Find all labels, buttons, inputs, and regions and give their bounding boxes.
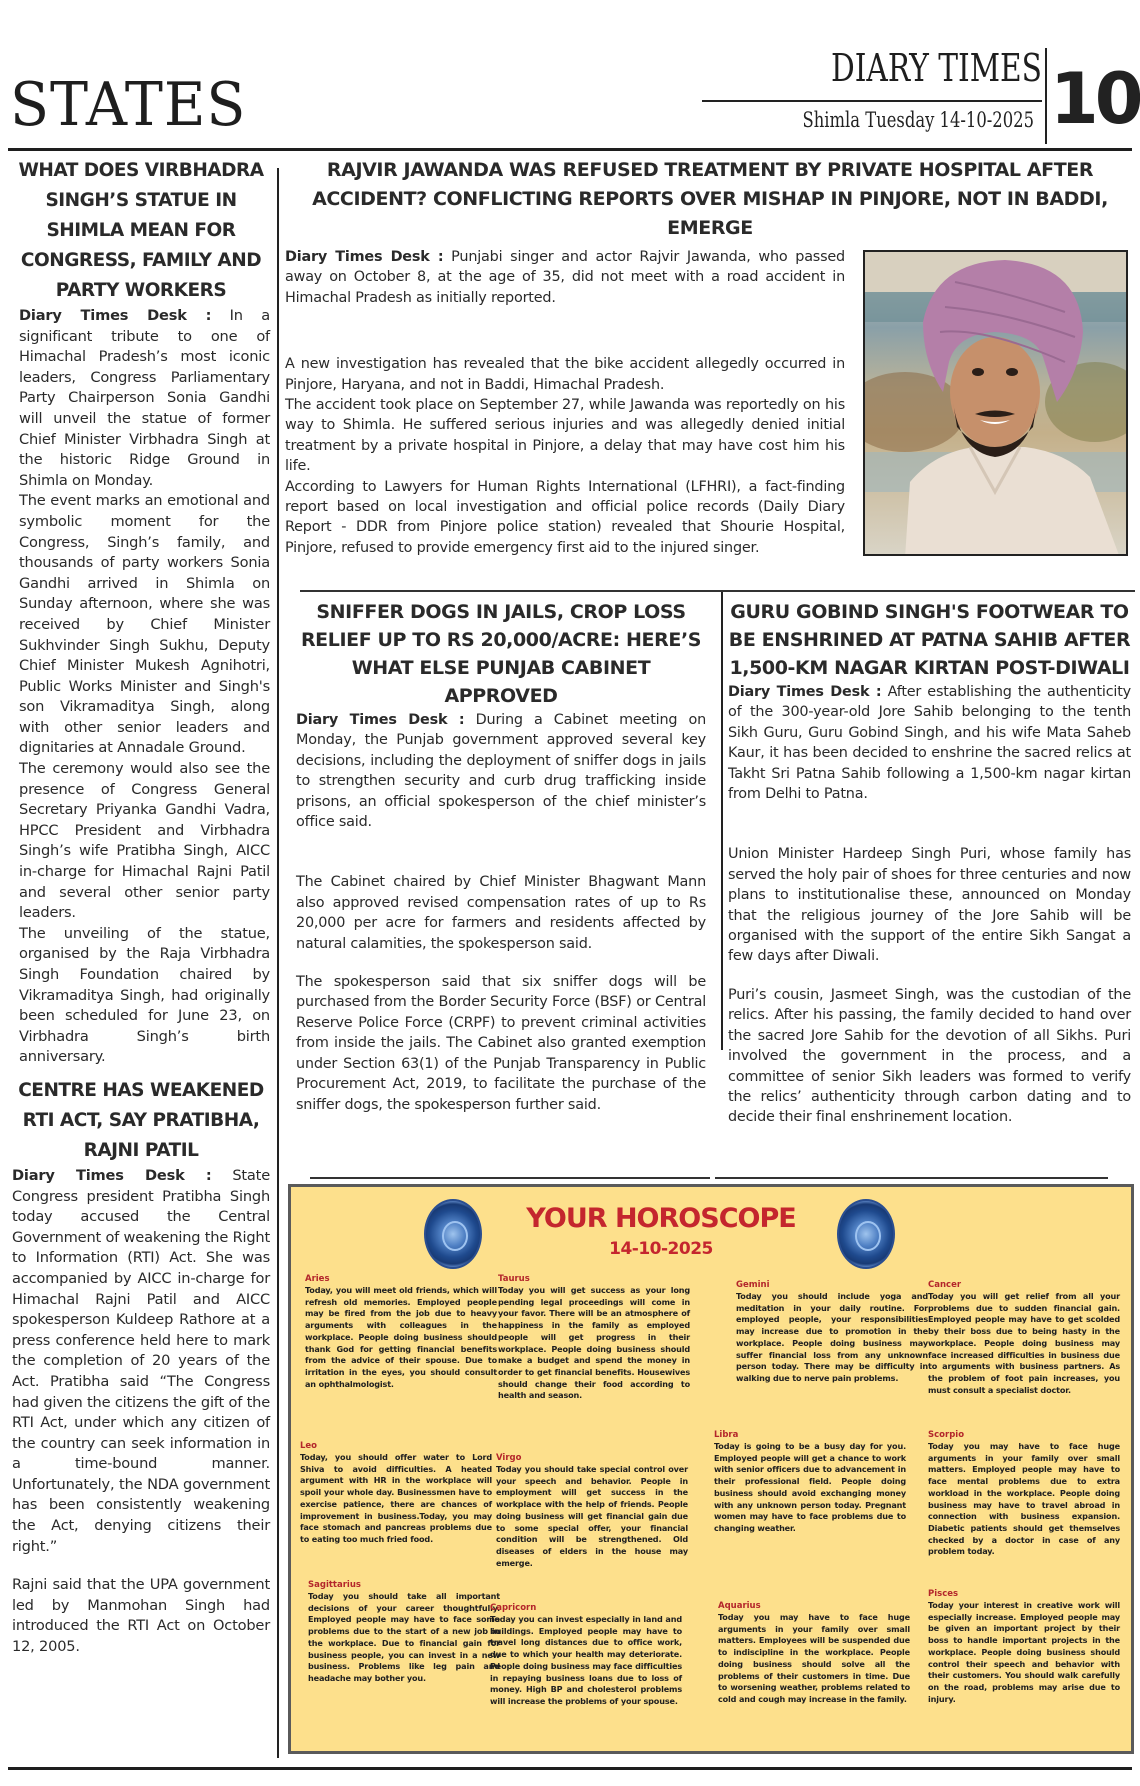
sign-text: Today you should take special control over your speech and behavior. People in employment will get success in the workplace with the help of friends. People doing business will get financial gain due to some special offer, your financial condition will be strengthened. Old diseases of elders in the house may emerge. xyxy=(496,1464,688,1568)
article-paragraph: Rajni said that the UPA government led by Manmohan Singh had introduced the RTI Act on October 12, 2005. xyxy=(12,1576,270,1656)
byline: Diary Times Desk : xyxy=(728,684,882,700)
article-paragraph: The accident took place on September 27, while Jawanda was reportedly on his way to Shimla. He suffered serious injuries and was allegedly denied initial treatment by a private hospital in Pinjore, a delay that may have cost him his life. xyxy=(285,397,845,475)
horoscope-box xyxy=(288,1184,1134,1754)
horoscope-header xyxy=(291,1187,1131,1277)
article-body xyxy=(728,682,1131,1128)
article-headline: RAJVIR JAWANDA WAS REFUSED TREATMENT BY PRIVATE HOSPITAL AFTER ACCIDENT? CONFLICTING REPORTS OVER MISHAP IN PINJORE, NOT IN BADDI, EMERGE xyxy=(312,159,1108,239)
header-rule xyxy=(8,148,1132,151)
horoscope-libra xyxy=(714,1429,906,1535)
article-rajvir-jawanda xyxy=(285,156,1135,558)
section-rule xyxy=(300,590,1135,592)
sign-name: Capricorn xyxy=(490,1603,537,1613)
article-headline: SNIFFER DOGS IN JAILS, CROP LOSS RELIEF UP TO RS 20,000/ACRE: HERE’S WHAT ELSE PUNJAB CABINET APPROVED xyxy=(300,601,702,707)
byline: Diary Times Desk : xyxy=(12,1166,212,1184)
horoscope-scorpio xyxy=(928,1429,1120,1558)
zodiac-wheel-icon xyxy=(424,1199,482,1269)
sign-text: Today you may have to face huge arguments in your family over small matters. Employed people may have to face mental problems due to extra workload in the workplace. People doing business may have to travel abroad in connection with business expansion. Diabetic patients should get themselves checked by a doctor in case of any problem today. xyxy=(928,1441,1120,1557)
sign-text: Today, you should offer water to Lord Shiva to avoid difficulties. A heated argument with HR in the workplace will spoil your whole day. Businessmen have to exercise patience, there are chances of improvement in business.Today, you may face stomach and pancreas problems due to eating too much fried food. xyxy=(300,1452,492,1544)
article-paragraph: The Cabinet chaired by Chief Minister Bhagwant Mann also approved revised compensation rates of up to Rs 20,000 per acre for farmers and residents affected by natural calamities, the spokesperson said. xyxy=(296,874,706,952)
byline: Diary Times Desk : xyxy=(285,249,444,265)
sign-name: Aries xyxy=(305,1274,330,1284)
sign-text: Today you should include yoga and meditation in your daily routine. For employed people, your responsibilities may increase due to promotion in the workplace. People doing business may suffer financial loss from any unknown person today. There may be difficulty in walking due to nerve pain problems. xyxy=(736,1291,928,1383)
sign-text: Today, you will meet old friends, which will refresh old memories. Employed people may be fired from the job due to heavy arguments with colleagues in the workplace. People doing business should thank God for getting financial benefits from the advice of their spouse. Due to irritation in the eyes, you should consult an ophthalmologist. xyxy=(305,1285,497,1389)
left-column xyxy=(12,156,270,1658)
article-paragraph: The ceremony would also see the presence of Congress General Secretary Priyanka Gandhi Vadra, HPCC President and Virbhadra Singh’s wife Pratibha Singh, AICC in-charge for Himachal Rajni Patil and several other senior party leaders. xyxy=(19,760,270,922)
sign-name: Cancer xyxy=(928,1280,962,1290)
sign-name: Pisces xyxy=(928,1589,959,1599)
article-paragraph: A new investigation has revealed that the bike accident allegedly occurred in Pinjore, Haryana, and not in Baddi, Himachal Pradesh. xyxy=(285,356,845,393)
horoscope-pisces xyxy=(928,1588,1120,1705)
dateline: Shimla Tuesday 14-10-2025 xyxy=(802,108,1034,132)
brand-underline xyxy=(702,100,1042,102)
article-headline: GURU GOBIND SINGH'S FOOTWEAR TO BE ENSHRINED AT PATNA SAHIB AFTER 1,500-KM NAGAR KIRTAN POST-DIWALI xyxy=(728,601,1131,679)
sign-text: Today your interest in creative work will especially increase. Employed people may be given an important project by their boss to handle important projects in the workplace. People doing business should control their speech and behavior with their customers. You should walk carefully on the road, problems may arise due to injury. xyxy=(928,1600,1120,1704)
sign-name: Aquarius xyxy=(718,1601,761,1611)
article-sniffer-dogs xyxy=(296,598,706,1115)
column-divider xyxy=(277,168,279,1758)
sign-text: Today is going to be a busy day for you. Employed people will get a chance to work with senior officers due to advancement in their professional field. People doing business should avoid exchanging money with any unknown person today. Pregnant women may have to face problems due to changing weather. xyxy=(714,1441,906,1533)
zodiac-wheel-icon xyxy=(837,1199,895,1269)
sign-name: Gemini xyxy=(736,1280,770,1290)
horoscope-gemini xyxy=(736,1279,928,1385)
article-body xyxy=(285,247,845,558)
sign-name: Taurus xyxy=(498,1274,530,1284)
sign-name: Virgo xyxy=(496,1453,522,1463)
article-paragraph: The spokesperson said that six sniffer dogs will be purchased from the Border Security Force (BSF) or Central Reserve Police Force (CRPF) to prevent criminal activities from inside the jails. The Cabinet also granted exemption under Section 63(1) of the Punjab Transparency in Public Procurement Act, 2019, to facilitate the purchase of the sniffer dogs, the spokesperson further said. xyxy=(296,974,706,1113)
sign-text: Today you may have to face huge arguments in your family over small matters. Employees will be suspended due to indiscipline in the workplace. People doing business should solve all the problems of their customers in time. Due to worsening weather, problems related to cold and cough may increase in the family. xyxy=(718,1612,910,1704)
section-rule xyxy=(310,1177,710,1179)
sign-text: Today you should take all important decisions of your career thoughtfully. Employed people may have to face some problems due to the start of a new job in the workplace. Due to financial gain for business people, you can invest in a new business. Problems like leg pain and headache may bother you. xyxy=(308,1591,500,1683)
article-paragraph: Puri’s cousin, Jasmeet Singh, was the custodian of the relics. After his passing, the family decided to hand over the sacred Jore Sahib for the devotion of all Sikhs. Puri involved the government in the process, and a committee of senior Sikh leaders was formed to verify the relics’ authenticity through carbon dating and to decide their final enshrinement location. xyxy=(728,986,1131,1126)
horoscope-cancer xyxy=(928,1279,1120,1396)
article-paragraph: The unveiling of the statue, organised by the Raja Virbhadra Singh Foundation chaired by Vikramaditya Singh, had originally been scheduled for June 23, on Virbhadra Singh’s birth anniversary. xyxy=(19,924,270,1066)
sign-name: Leo xyxy=(300,1441,318,1451)
article-body xyxy=(12,306,270,1068)
article-paragraph: The event marks an emotional and symbolic moment for the Congress, Singh’s family, and thousands of party workers Sonia Gandhi arrived in Shimla on Sunday afternoon, where she was received by Chief Minister Sukhvinder Singh Sukhu, Deputy Chief Minister Mukesh Agnihotri, Public Works Minister and Singh's son Vikramaditya Singh, along with other senior leaders and dignitaries at Annadale Ground. xyxy=(19,492,270,757)
column-divider xyxy=(721,592,723,1050)
byline: Diary Times Desk : xyxy=(296,712,465,728)
sign-name: Libra xyxy=(714,1430,739,1440)
horoscope-taurus xyxy=(498,1273,690,1402)
byline: Diary Times Desk : xyxy=(19,307,212,324)
horoscope-date: 14-10-2025 xyxy=(609,1239,713,1259)
article-paragraph: Union Minister Hardeep Singh Puri, whose family has served the holy pair of shoes for three centuries and now plans to institutionalise these, announced on Monday that the religious journey of the Jore Sahib will be organised with the support of the entire Sikh Sangat a few days after Diwali. xyxy=(728,846,1131,965)
article-paragraph: Diary Times Desk : In a significant tribute to one of Himachal Pradesh’s most iconic leaders, Congress Parliamentary Party Chairperson Sonia Gandhi will unveil the statue of former Chief Minister Virbhadra Singh at the historic Ridge Ground in Shimla on Monday. xyxy=(19,307,270,489)
horoscope-leo xyxy=(300,1440,492,1546)
horoscope-aries xyxy=(305,1273,497,1390)
article-virbhadra-statue xyxy=(12,156,270,1068)
article-paragraph: According to Lawyers for Human Rights International (LFHRI), a fact-finding report based on local investigation and official police records (Daily Diary Report - DDR from Pinjore police station) revealed that Shourie Hospital, Pinjore, refused to provide emergency first aid to the injured singer. xyxy=(285,478,845,556)
horoscope-capricorn xyxy=(490,1602,682,1708)
article-photo xyxy=(863,250,1128,556)
sign-text: Today you will get success as your long pending legal proceedings will come in your favor. There will be an atmosphere of happiness in the family as employed people will get progress in their workplace. People doing business should make a budget and spend the money in order to get financial benefits. Housewives should change their food according to health and season. xyxy=(498,1285,690,1401)
newspaper-brand: DIARY TIMES xyxy=(830,46,1042,90)
section-rule xyxy=(715,1177,1108,1179)
article-headline: CENTRE HAS WEAKENED RTI ACT, SAY PRATIBHA, RAJNI PATIL xyxy=(18,1079,264,1161)
article-paragraph: Diary Times Desk : After establishing the authenticity of the 300-year-old Jore Sahib belonging to the tenth Sikh Guru, Guru Gobind Singh, and his wife Mata Saheb Kaur, it has been decided to enshrine the sacred relics at Takht Sri Patna Sahib following a 1,500-km nagar kirtan from Delhi to Patna. xyxy=(728,684,1131,803)
sign-name: Scorpio xyxy=(928,1430,965,1440)
article-paragraph: Diary Times Desk : State Congress president Pratibha Singh today accused the Central Government of weakening the Right to Information (RTI) Act. She was accompanied by AICC in-charge for Himachal Rajni Patil and AICC spokesperson Kuldeep Rathore at a press conference held here to mark the completion of 20 years of the Act. Pratibha said “The Congress had given the citizens the gift of the RTI Act, under which any citizen of the country can seek information in a time-bound manner. Unfortunately, the NDA government has been consistently weakening the Act, denying citizens their right.” xyxy=(12,1166,270,1555)
masthead-divider xyxy=(1045,48,1047,144)
horoscope-sagittarius xyxy=(308,1579,500,1685)
horoscope-virgo xyxy=(496,1452,688,1569)
section-title: STATES xyxy=(10,70,247,140)
article-rti-act xyxy=(12,1076,270,1658)
article-headline: WHAT DOES VIRBHADRA SINGH’S STATUE IN SHIMLA MEAN FOR CONGRESS, FAMILY AND PARTY WORKERS xyxy=(18,160,264,301)
horoscope-title: YOUR HOROSCOPE xyxy=(526,1203,796,1234)
horoscope-aquarius xyxy=(718,1600,910,1706)
article-paragraph: Diary Times Desk : Punjabi singer and actor Rajvir Jawanda, who passed away on October 8, at the age of 35, did not meet with a road accident in Himachal Pradesh as initially reported. xyxy=(285,249,845,306)
article-paragraph: Diary Times Desk : During a Cabinet meeting on Monday, the Punjab government approved several key decisions, including the deployment of sniffer dogs in jails to strengthen security and curb drug trafficking inside prisons, an official spokesperson of the chief minister’s office said. xyxy=(296,712,706,831)
footer-rule xyxy=(8,1767,1132,1770)
sign-text: Today you will get relief from all your problems due to sudden financial gain. Employed people may have to get scolded by their boss due to being hasty in the workplace. People doing business may face increased difficulties in business due to arguments with business partners. As the problem of foot pain increases, you must consult a specialist doctor. xyxy=(928,1291,1120,1395)
sign-name: Sagittarius xyxy=(308,1580,361,1590)
article-guru-gobind-singh xyxy=(728,598,1131,1128)
article-body xyxy=(296,710,706,1115)
portrait-illustration xyxy=(865,252,1128,556)
sign-text: Today you can invest especially in land and buildings. Employed people may have to travel long distances due to office work, due to which your health may deteriorate. People doing business may face difficulties in repaying business loans due to loss of money. High BP and cholesterol problems will increase the problems of your spouse. xyxy=(490,1614,682,1706)
page-number: 10 xyxy=(1050,58,1140,140)
article-body xyxy=(12,1166,270,1658)
